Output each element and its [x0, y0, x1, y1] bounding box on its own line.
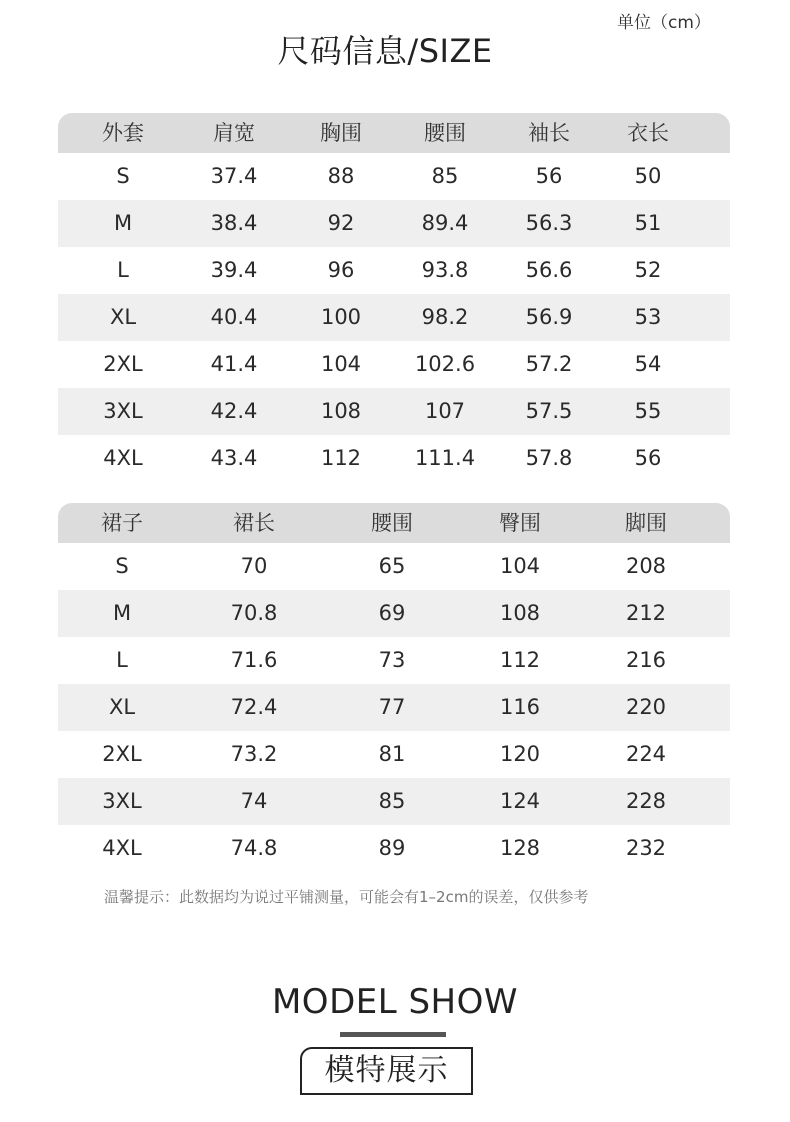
table-cell: 128	[499, 836, 541, 860]
table-cell: 39.4	[210, 258, 258, 282]
table-cell: 74.8	[230, 836, 278, 860]
table-cell: 111.4	[414, 446, 476, 470]
table-cell: 69	[378, 601, 406, 625]
table-cell: 93.8	[421, 258, 469, 282]
table-header-row	[58, 113, 730, 153]
table-cell: 89.4	[421, 211, 469, 235]
table-cell: 56	[634, 446, 662, 470]
table-cell: 216	[625, 648, 667, 672]
table-row	[58, 341, 730, 388]
table-cell: S	[115, 554, 129, 578]
table-cell: 41.4	[210, 352, 258, 376]
table-cell: 42.4	[210, 399, 258, 423]
table-cell: 96	[327, 258, 355, 282]
table-cell: M	[112, 601, 132, 625]
table-cell: XL	[109, 305, 137, 329]
table-cell: 208	[625, 554, 667, 578]
table-row	[58, 825, 730, 872]
table-cell: 52	[634, 258, 662, 282]
measurement-note: 温馨提示：此数据均为说过平铺测量，可能会有1–2cm的误差，仅供参考	[104, 888, 589, 906]
table-cell: 220	[625, 695, 667, 719]
table-cell: 55	[634, 399, 662, 423]
skirt-size-table	[58, 503, 730, 872]
table-cell: 112	[320, 446, 362, 470]
table-row	[58, 684, 730, 731]
table-cell: 81	[378, 742, 406, 766]
header-cell: 外套	[102, 121, 144, 145]
table-cell: 38.4	[210, 211, 258, 235]
table-cell: 228	[625, 789, 667, 813]
table-cell: 112	[499, 648, 541, 672]
table-row	[58, 388, 730, 435]
table-cell: 108	[499, 601, 541, 625]
header-cell: 胸围	[320, 121, 362, 145]
table-cell: 57.5	[525, 399, 573, 423]
table-cell: 85	[431, 164, 459, 188]
table-cell: 65	[378, 554, 406, 578]
table-cell: 104	[499, 554, 541, 578]
jacket-size-table	[58, 113, 730, 482]
table-cell: 56.3	[525, 211, 573, 235]
table-cell: 4XL	[102, 836, 142, 860]
table-cell: 71.6	[230, 648, 278, 672]
header-cell: 袖长	[528, 121, 570, 145]
table-cell: 102.6	[414, 352, 476, 376]
table-row	[58, 731, 730, 778]
table-cell: 4XL	[103, 446, 143, 470]
table-cell: 104	[320, 352, 362, 376]
table-cell: 57.2	[525, 352, 573, 376]
table-cell: 232	[625, 836, 667, 860]
table-cell: 2XL	[102, 742, 142, 766]
table-cell: 53	[634, 305, 662, 329]
table-cell: 212	[625, 601, 667, 625]
table-row	[58, 435, 730, 482]
header-cell: 腰围	[424, 121, 466, 145]
header-cell: 肩宽	[213, 121, 255, 145]
table-cell: S	[116, 164, 130, 188]
table-cell: L	[117, 258, 129, 282]
table-row	[58, 200, 730, 247]
page-title: 尺码信息/SIZE	[277, 32, 493, 70]
table-cell: 70	[240, 554, 268, 578]
unit-label: 单位（cm）	[617, 13, 711, 33]
table-row	[58, 590, 730, 637]
table-cell: 98.2	[421, 305, 469, 329]
table-cell: 89	[378, 836, 406, 860]
table-cell: 56.6	[525, 258, 573, 282]
header-cell: 裙子	[101, 511, 143, 535]
table-cell: 73.2	[230, 742, 278, 766]
header-cell: 裙长	[233, 511, 275, 535]
table-cell: 85	[378, 789, 406, 813]
table-cell: 56.9	[525, 305, 573, 329]
table-cell: 51	[634, 211, 662, 235]
header-cell: 腰围	[371, 511, 413, 535]
table-cell: 3XL	[103, 399, 143, 423]
table-row	[58, 294, 730, 341]
table-row	[58, 543, 730, 590]
table-cell: 54	[634, 352, 662, 376]
table-cell: M	[113, 211, 133, 235]
title-underline	[340, 1032, 446, 1037]
table-row	[58, 247, 730, 294]
table-cell: 100	[320, 305, 362, 329]
table-cell: XL	[108, 695, 136, 719]
model-show-title: MODEL SHOW	[271, 982, 519, 1022]
table-row	[58, 637, 730, 684]
table-cell: 37.4	[210, 164, 258, 188]
header-cell: 臀围	[499, 511, 541, 535]
table-cell: 116	[499, 695, 541, 719]
table-cell: 50	[634, 164, 662, 188]
header-cell: 衣长	[627, 121, 669, 145]
table-cell: 107	[424, 399, 466, 423]
table-row	[58, 153, 730, 200]
table-cell: 73	[378, 648, 406, 672]
table-cell: 77	[378, 695, 406, 719]
table-cell: 108	[320, 399, 362, 423]
table-cell: 92	[327, 211, 355, 235]
table-cell: 74	[240, 789, 268, 813]
table-cell: 88	[327, 164, 355, 188]
table-cell: 57.8	[525, 446, 573, 470]
table-cell: 124	[499, 789, 541, 813]
model-show-subtitle: 模特展示	[324, 1053, 449, 1088]
table-cell: 56	[535, 164, 563, 188]
table-row	[58, 778, 730, 825]
table-header-row	[58, 503, 730, 543]
table-cell: 120	[499, 742, 541, 766]
table-cell: 224	[625, 742, 667, 766]
table-cell: 43.4	[210, 446, 258, 470]
table-cell: 2XL	[103, 352, 143, 376]
table-cell: L	[116, 648, 128, 672]
table-cell: 72.4	[230, 695, 278, 719]
table-cell: 70.8	[230, 601, 278, 625]
table-cell: 3XL	[102, 789, 142, 813]
header-cell: 脚围	[625, 511, 667, 535]
table-cell: 40.4	[210, 305, 258, 329]
